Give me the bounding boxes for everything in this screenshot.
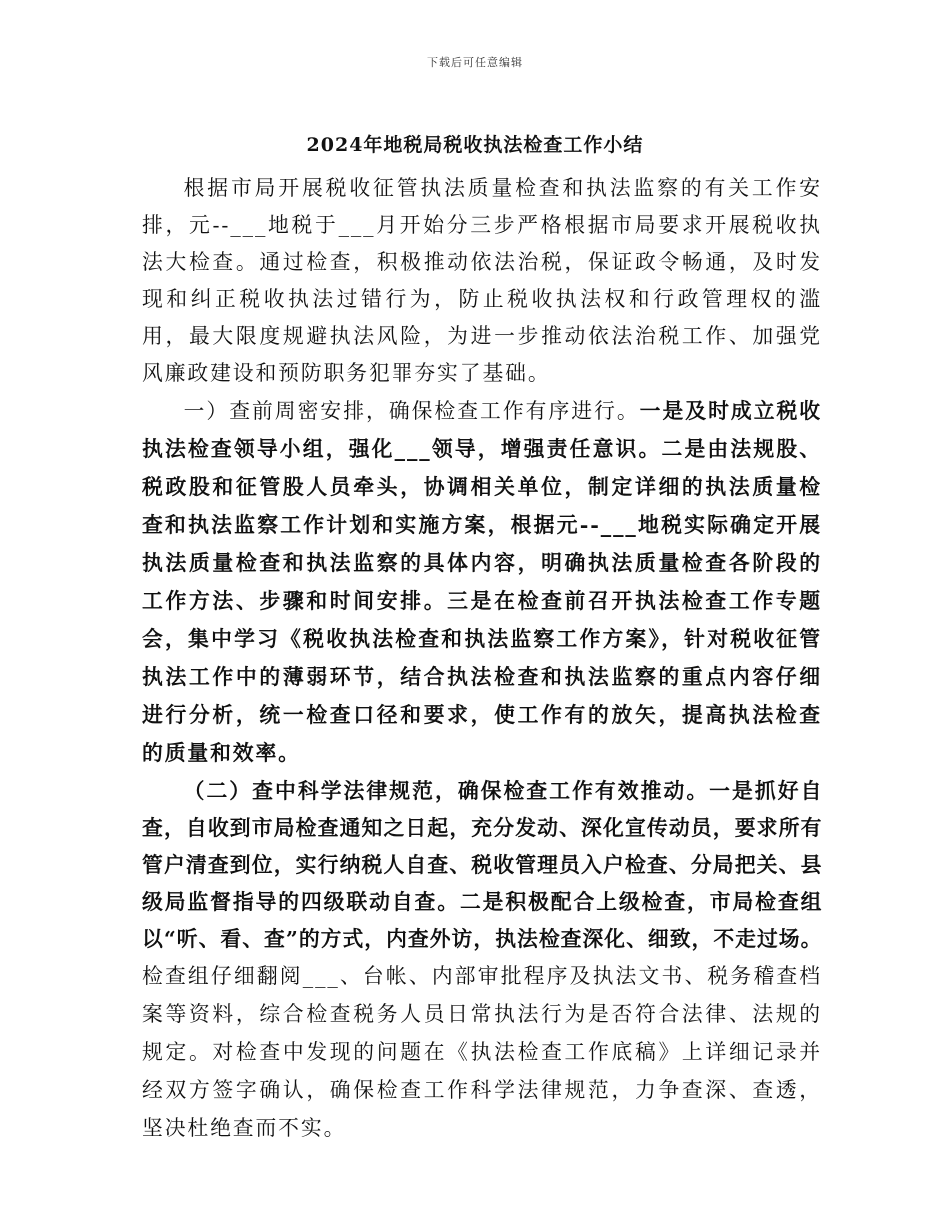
section-2-bold-text: （二）查中科学法律规范，确保检查工作有效推动。一是抓好自查，自收到市局检查通知之日起，充分发动、深化宣传动员，要求所有管户清查到位，实行纳税人自查、税收管理员入户检查、分局把关、县级局监督指导的四级联动自查。二是积极配合上级检查，市局检查组以“听、看、查”的方式，内查外访，执法检查深化、细致，不走过场。 <box>142 778 822 951</box>
section-2-bold-block <box>142 772 822 1147</box>
section-1-heading: 一）查前周密安排，确保检查工作有序进行。 <box>183 399 640 423</box>
paragraph-section-2 <box>142 772 822 1147</box>
header-note: 下载后可任意编辑 <box>427 56 523 69</box>
section-2-normal-text: 检查组仔细翻阅___、台帐、内部审批程序及执法文书、税务稽查档案等资料，综合检查税务人员日常执法行为是否符合法律、法规的规定。对检查中发现的问题在《执法检查工作底稿》上详细记录并经双方签字确认，确保检查工作科学法律规范，力争查深、查透，坚决杜绝查而不实。 <box>142 964 822 1140</box>
paragraph-intro: 根据市局开展税收征管执法质量检查和执法监察的有关工作安排，元--___地税于___月开始分三步严格根据市局要求开展税收执法大检查。通过检查，积极推动依法治税，保证政令畅通，及时发现和纠正税收执法过错行为，防止税收执法权和行政管理权的滥用，最大限度规避执法风险，为进一步推动依法治税工作、加强党风廉政建设和预防职务犯罪夯实了基础。 <box>142 176 822 385</box>
document-title: 2024年地税局税收执法检查工作小结 <box>306 134 644 156</box>
section-1-body: 一是及时成立税收执法检查领导小组，强化___领导，增强责任意识。二是由法规股、税政股和征管股人员牵头，协调相关单位，制定详细的执法质量检查和执法监察工作计划和实施方案，根据元--___地税实际确定开展执法质量检查和执法监察的具体内容，明确执法质量检查各阶段的工作方法、步骤和时间安排。三是在检查前召开执法检查工作专题会，集中学习《税收执法检查和执法监察工作方案》，针对税收征管执法工作中的薄弱环节，结合执法检查和执法监察的重点内容仔细进行分析，统一检查口径和要求，使工作有的放矢，提高执法检查的质量和效率。 <box>142 398 822 765</box>
document-body <box>142 170 822 1147</box>
paragraph-section-1 <box>142 392 822 772</box>
